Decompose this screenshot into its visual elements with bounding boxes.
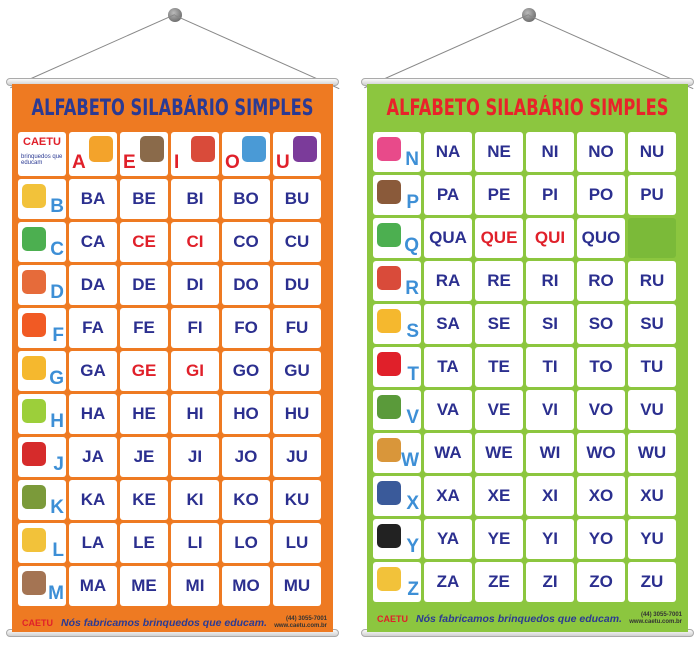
syllable-cell: WE [475,433,523,473]
syllable-cell: KU [273,480,321,520]
letter-cell-l [18,523,66,563]
syllable-row-w [373,433,682,473]
syllable-row-d [18,265,327,305]
footer-phone: (44) 3055-7001 [285,616,327,622]
letter-cell-j [18,437,66,477]
consonant-letter: K [50,497,64,518]
footer-contact [274,616,327,630]
syllable-cell: DE [120,265,168,305]
syllable-cell: DU [273,265,321,305]
syllable-cell: ZU [628,562,676,602]
syllable-cell: RE [475,261,523,301]
syllable-cell: RU [628,261,676,301]
syllable-cell: HU [273,394,321,434]
zipper-icon [377,567,401,591]
syllable-cell: SU [628,304,676,344]
syllable-cell: QUE [475,218,523,258]
letter-cell-t [373,347,421,387]
syllable-cell: TU [628,347,676,387]
syllable-cell: FU [273,308,321,348]
syllable-cell: HA [69,394,117,434]
syllable-cell: JI [171,437,219,477]
banner-left [12,84,333,632]
syllable-cell: PI [526,175,574,215]
footer-phone: (44) 3055-7001 [640,612,682,618]
consonant-letter: D [50,282,64,303]
consonant-letter: J [53,454,64,475]
vowel-letter: O [225,152,240,173]
brand-logo [18,132,66,176]
consonant-letter: L [52,540,64,561]
syllable-cell: FO [222,308,270,348]
vowel-cell-i [171,132,219,176]
footer-website: www.caetu.com.br [629,619,682,625]
syllable-cell: PU [628,175,676,215]
syllable-cell: JA [69,437,117,477]
syllable-cell: SA [424,304,472,344]
letter-cell-z [373,562,421,602]
syllable-cell: CU [273,222,321,262]
syllable-cell: GU [273,351,321,391]
syllable-row-p [373,175,682,215]
vowel-letter: A [72,152,86,173]
syllable-cell: CA [69,222,117,262]
syllable-cell: NA [424,132,472,172]
syllable-row-q [373,218,682,258]
sheriff-icon [377,481,401,505]
syllable-cell: YA [424,519,472,559]
syllable-cell: DA [69,265,117,305]
footer-slogan: Nós fabricamos brinquedos que educam. [416,613,622,625]
turkey-icon [377,180,401,204]
letter-cell-m [18,566,66,606]
syllable-cell: BO [222,179,270,219]
syllable-cell: ZO [577,562,625,602]
syllable-cell: FI [171,308,219,348]
syllable-cell: VA [424,390,472,430]
syllable-cell: FA [69,308,117,348]
vowel-cell-a [69,132,117,176]
syllable-row-h [18,394,327,434]
mammoth-icon [22,571,46,595]
syllable-cell: DI [171,265,219,305]
syllable-grid-left [18,132,327,609]
syllable-cell: RI [526,261,574,301]
balloon-icon [22,184,46,208]
syllable-cell: WO [577,433,625,473]
consonant-letter: M [48,583,64,604]
letter-cell-n [373,132,421,172]
vowel-cell-o [222,132,270,176]
syllable-cell: NU [628,132,676,172]
consonant-letter: F [52,325,64,346]
syllable-row-z [373,562,682,602]
syllable-cell: XU [628,476,676,516]
letter-cell-h [18,394,66,434]
syllable-cell: HI [171,394,219,434]
syllable-cell: BU [273,179,321,219]
numbers-icon [377,137,401,161]
letter-cell-q [373,218,421,258]
vowel-row [18,132,327,176]
letter-cell-k [18,480,66,520]
footer [373,607,682,631]
syllable-cell: QUA [424,218,472,258]
letter-cell-w [373,433,421,473]
vowel-cell-e [120,132,168,176]
syllable-cell: YI [526,519,574,559]
dice-icon [22,270,46,294]
syllable-cell: YE [475,519,523,559]
consonant-letter: N [405,149,419,170]
letter-cell-s [373,304,421,344]
syllable-cell: NO [577,132,625,172]
syllable-cell: KO [222,480,270,520]
syllable-cell: GA [69,351,117,391]
syllable-cell: YU [628,519,676,559]
brand-mark: CAETU [23,136,61,148]
consonant-letter: X [406,493,419,514]
consonant-letter: T [407,364,419,385]
consonant-letter: Y [406,536,419,557]
syllable-cell: SI [526,304,574,344]
syllable-cell: GE [120,351,168,391]
footer-brand: CAETU [22,618,53,628]
letter-cell-g [18,351,66,391]
ostrich-icon [140,136,164,162]
syllable-cell: BI [171,179,219,219]
letter-cell-d [18,265,66,305]
letter-cell-x [373,476,421,516]
vase-icon [377,395,401,419]
syllable-cell: CE [120,222,168,262]
syllable-row-g [18,351,327,391]
syllable-row-c [18,222,327,262]
syllable-cell: NI [526,132,574,172]
vowel-cell-u [273,132,321,176]
syllable-cell: VO [577,390,625,430]
syllable-cell: TO [577,347,625,387]
syllable-cell: WI [526,433,574,473]
syllable-cell: NE [475,132,523,172]
banner-right [367,84,688,632]
vowel-letter: U [276,152,290,173]
syllable-cell: SO [577,304,625,344]
fishbowl-icon [89,136,113,162]
flag-icon [22,442,46,466]
banner-title: ALFABETO SILABÁRIO SIMPLES [31,95,314,121]
consonant-letter: G [49,368,64,389]
footer-contact [629,612,682,626]
syllable-cell: ZI [526,562,574,602]
syllable-cell: BA [69,179,117,219]
yin-yang-icon [377,524,401,548]
snake-icon [22,227,46,251]
syllable-cell: TI [526,347,574,387]
syllable-cell: MA [69,566,117,606]
church-icon [191,136,215,162]
letter-cell-r [373,261,421,301]
giraffe-icon [22,356,46,380]
syllable-row-b [18,179,327,219]
letter-cell-p [373,175,421,215]
syllable-cell: XE [475,476,523,516]
syllable-cell: RO [577,261,625,301]
footer-website: www.caetu.com.br [274,623,327,629]
syllable-cell: LU [273,523,321,563]
syllable-cell: JE [120,437,168,477]
hexagon-icon [22,399,46,423]
syllable-cell: PE [475,175,523,215]
syllable-cell: ZE [475,562,523,602]
syllable-cell: JO [222,437,270,477]
syllable-row-t [373,347,682,387]
syllable-grid-right [373,132,682,605]
syllable-cell: KE [120,480,168,520]
puzzle-piece-decoration [628,218,676,258]
syllable-cell: XO [577,476,625,516]
brand-tagline: brinquedos que educam [21,154,63,166]
letter-cell-b [18,179,66,219]
letter-cell-f [18,308,66,348]
syllable-cell: HO [222,394,270,434]
syllable-cell: CI [171,222,219,262]
syllable-row-f [18,308,327,348]
bell-icon [377,309,401,333]
syllable-cell: WA [424,433,472,473]
syllable-cell: TA [424,347,472,387]
syllable-cell: LA [69,523,117,563]
footer [18,611,327,635]
syllable-cell: VI [526,390,574,430]
syllable-cell: XI [526,476,574,516]
letter-cell-y [373,519,421,559]
syllable-cell: TE [475,347,523,387]
consonant-letter: Q [404,235,419,256]
syllable-cell: DO [222,265,270,305]
syllable-row-n [373,132,682,172]
syllable-row-y [373,519,682,559]
syllable-cell: MO [222,566,270,606]
syllable-cell: MI [171,566,219,606]
syllable-cell: SE [475,304,523,344]
syllable-row-s [373,304,682,344]
syllable-row-m [18,566,327,606]
syllable-row-r [373,261,682,301]
consonant-letter: B [50,196,64,217]
syllable-row-j [18,437,327,477]
vowel-letter: E [123,152,136,173]
puzzle-icon [377,223,401,247]
syllable-cell: KA [69,480,117,520]
syllable-cell: WU [628,433,676,473]
syllable-cell: VU [628,390,676,430]
syllable-cell: RA [424,261,472,301]
footer-brand: CAETU [377,614,408,624]
consonant-letter: P [406,192,419,213]
kiwi-icon [22,485,46,509]
racket-icon [377,266,401,290]
syllable-cell: GO [222,351,270,391]
waffle-icon [377,438,401,462]
syllable-cell: JU [273,437,321,477]
syllable-row-k [18,480,327,520]
grapes-icon [293,136,317,162]
syllable-cell: ZA [424,562,472,602]
syllable-cell: PO [577,175,625,215]
syllable-cell: BE [120,179,168,219]
syllable-cell: HE [120,394,168,434]
fire-icon [22,313,46,337]
tomato-icon [377,352,401,376]
syllable-cell: XA [424,476,472,516]
glasses-icon [242,136,266,162]
consonant-letter: Z [407,579,419,600]
syllable-row-v [373,390,682,430]
consonant-letter: V [406,407,419,428]
syllable-cell: ME [120,566,168,606]
consonant-letter: C [50,239,64,260]
syllable-cell: KI [171,480,219,520]
syllable-row-x [373,476,682,516]
consonant-letter: R [405,278,419,299]
syllable-cell: CO [222,222,270,262]
glove-icon [22,528,46,552]
syllable-cell: YO [577,519,625,559]
vowel-letter: I [174,152,180,173]
letter-cell-v [373,390,421,430]
banner-title: ALFABETO SILABÁRIO SIMPLES [386,95,669,121]
consonant-letter: S [406,321,419,342]
syllable-cell: LI [171,523,219,563]
consonant-letter: H [50,411,64,432]
syllable-cell: PA [424,175,472,215]
letter-cell-c [18,222,66,262]
syllable-cell: QUO [577,218,625,258]
syllable-row-l [18,523,327,563]
syllable-cell: LE [120,523,168,563]
syllable-cell: VE [475,390,523,430]
syllable-cell: QUI [526,218,574,258]
syllable-cell: LO [222,523,270,563]
syllable-cell: FE [120,308,168,348]
footer-slogan: Nós fabricamos brinquedos que educam. [61,617,267,629]
consonant-letter: W [401,450,419,471]
syllable-cell: GI [171,351,219,391]
syllable-cell: MU [273,566,321,606]
